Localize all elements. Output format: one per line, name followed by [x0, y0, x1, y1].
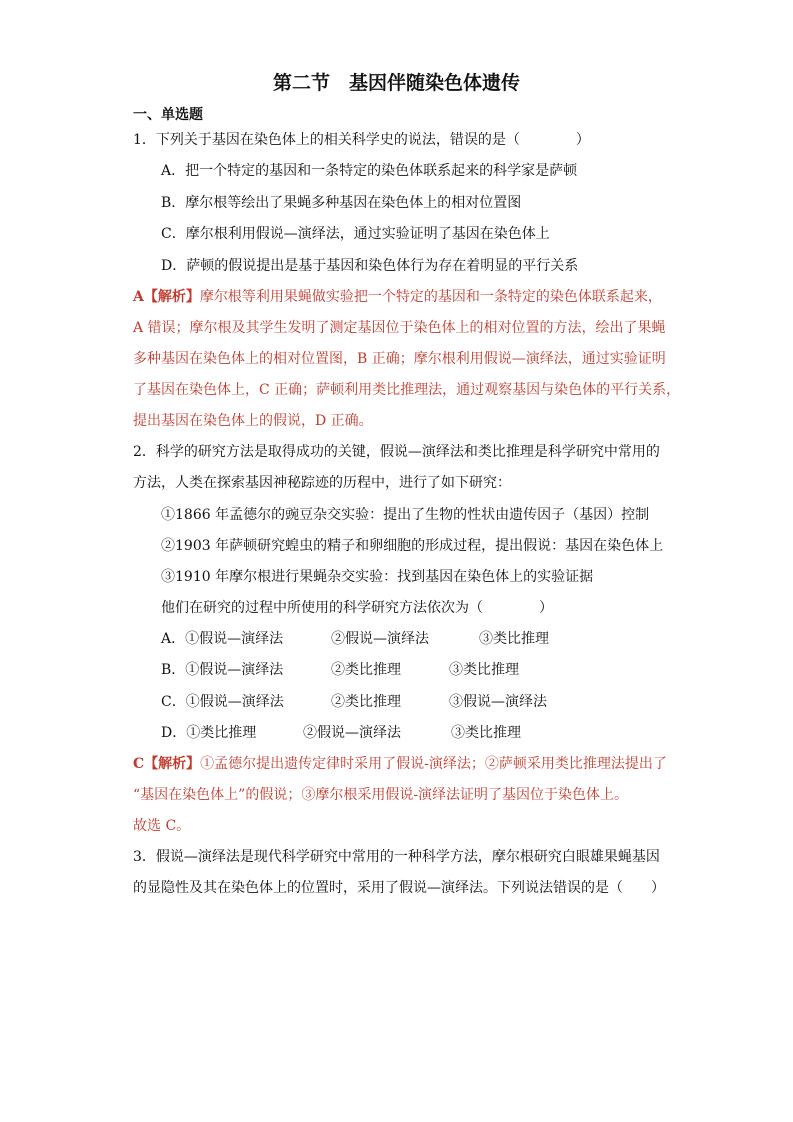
q1-analysis-label: A【解析】 — [133, 289, 200, 305]
q2-item: ③1910 年摩尔根进行果蝇杂交实验：找到基因在染色体上的实验证据 — [161, 569, 594, 585]
q2-item: ②1903 年萨顿研究蝗虫的精子和卵细胞的形成过程，提出假说：基因在染色体上 — [161, 538, 664, 554]
q2-option-a: A．①假说—演绎法 ②假说—演绎法 ③类比推理 — [161, 631, 549, 647]
q2-stem: 2．科学的研究方法是取得成功的关键，假说—演绎法和类比推理是科学研究中常用的 — [133, 444, 660, 460]
q3-stem: 的显隐性及其在染色体上的位置时，采用了假说—演绎法。下列说法错误的是（ ） — [133, 880, 665, 896]
q2-option-b: B．①假说—演绎法 ②类比推理 ③类比推理 — [161, 662, 519, 678]
q2-item: ①1866 年孟德尔的豌豆杂交实验：提出了生物的性状由遗传因子（基因）控制 — [161, 507, 650, 523]
q1-option-b: B．摩尔根等绘出了果蝇多种基因在染色体上的相对位置图 — [161, 195, 522, 211]
q2-option-c: C．①假说—演绎法 ②类比推理 ③假说—演绎法 — [161, 694, 547, 710]
q1-option-c: C．摩尔根利用假说—演绎法，通过实验证明了基因在染色体上 — [161, 226, 550, 242]
q2-analysis-line: 故选 C。 — [133, 818, 191, 834]
q2-stem: 方法，人类在探索基因神秘踪迹的历程中，进行了如下研究： — [133, 475, 511, 491]
q2-analysis-label: C【解析】 — [133, 756, 201, 772]
q1-analysis-line: 了基因在染色体上，C 正确；萨顿利用类比推理法，通过观察基因与染色体的平行关系， — [133, 382, 681, 398]
q3-stem: 3．假说—演绎法是现代科学研究中常用的一种科学方法，摩尔根研究白眼雄果蝇基因 — [133, 849, 660, 865]
q2-analysis-line: “基因在染色体上”的假说；③摩尔根采用假说-演绎法证明了基因位于染色体上。 — [133, 787, 629, 803]
q1-analysis-line: A 错误；摩尔根及其学生发明了测定基因位于染色体上的相对位置的方法，绘出了果蝇 — [133, 320, 666, 336]
q1-stem: 1．下列关于基因在染色体上的相关科学史的说法，错误的是（ ） — [133, 132, 590, 148]
q1-option-d: D．萨顿的假说提出是基于基因和染色体行为存在着明显的平行关系 — [161, 258, 579, 274]
q2-ask: 他们在研究的过程中所使用的科学研究方法依次为（ ） — [161, 600, 553, 616]
page-title: 第二节 基因伴随染色体遗传 — [272, 72, 520, 94]
q1-analysis-line: 多种基因在染色体上的相对位置图，B 正确；摩尔根利用假说—演绎法，通过实验证明 — [133, 351, 666, 367]
q1-option-a: A．把一个特定的基因和一条特定的染色体联系起来的科学家是萨顿 — [161, 163, 578, 179]
q1-analysis-line: 提出基因在染色体上的假说，D 正确。 — [133, 413, 373, 429]
q2-analysis-line: C【解析】①孟德尔提出遗传定律时采用了假说-演绎法；②萨顿采用类比推理法提出了 — [133, 756, 667, 772]
q2-option-d: D．①类比推理 ②假说—演绎法 ③类比推理 — [161, 725, 521, 741]
section-heading: 一、单选题 — [133, 107, 203, 123]
q1-analysis-line: A【解析】摩尔根等利用果蝇做实验把一个特定的基因和一条特定的染色体联系起来， — [133, 289, 662, 305]
